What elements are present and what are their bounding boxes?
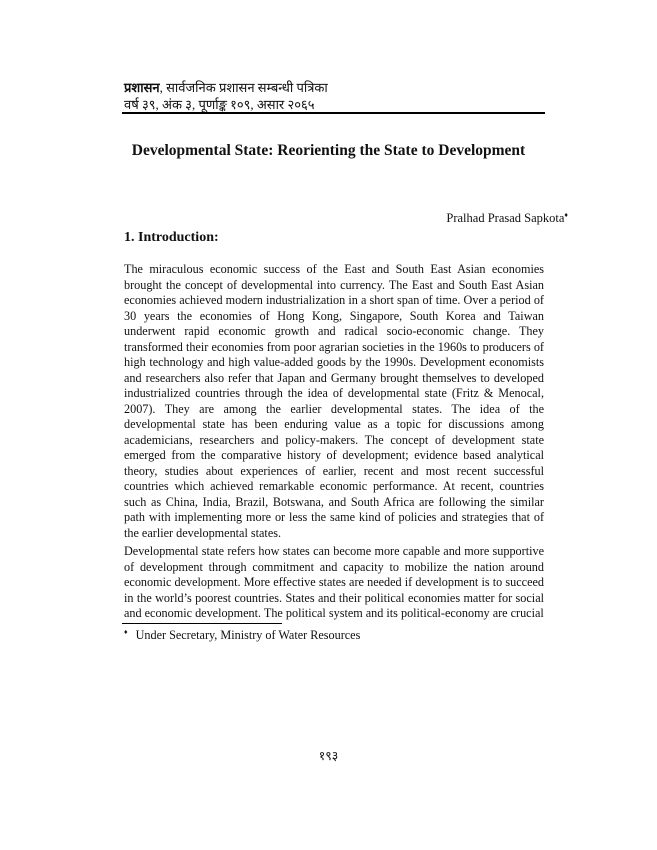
header-divider (122, 112, 545, 114)
footnote (124, 628, 360, 643)
journal-subtitle: , सार्वजनिक प्रशासन सम्बन्धी पत्रिका (159, 80, 328, 95)
section-heading: 1. Introduction: (124, 230, 219, 245)
footnote-mark: ♦ (124, 628, 128, 636)
journal-header (124, 79, 544, 113)
author-footnote-mark: ♦ (564, 211, 568, 219)
footnote-text: Under Secretary, Ministry of Water Resources (135, 628, 361, 643)
paragraph-1: The miraculous economic success of the East and South East Asian economies brought the concept of developmental into currency. The East and South East Asian economies achieved modern industrialization in a short span of time. Over a period of 30 years the economies of Hong Kong, Singapore, South Korea and Taiwan underwent rapid economic growth and radical socio-economic change. They transformed their economies from poor agrarian societies in the 1960s to producers of high technology and high value-added goods by the 1990s. Development economists and researchers also refer that Japan and Germany brought themselves to developed industrialized countries through the idea of developmental state (Fritz & Menocal, 2007). They are among the earlier developmental states. The idea of the developmental state has been enduring value as a topic for discussions among academicians, researchers and policy-makers. The concept of development state emerged from the comparative history of development; evidence based analytical theory, studies about experiences of earlier, recent and most recent successful countries which achieved remarkable economic performance. At recent, countries such as China, India, Brazil, Botswana, and South Africa are following the similar path with implementing more or less the same kind of policies and strategies that of the earlier developmental states. (124, 262, 544, 540)
journal-title-line (124, 79, 544, 96)
author-name: Pralhad Prasad Sapkota (446, 211, 565, 226)
article-title: Developmental State: Reorienting the State to Development (131, 142, 526, 159)
footnote-divider (122, 623, 282, 624)
page-number: १९३ (318, 749, 339, 763)
paragraph-2: Developmental state refers how states can become more capable and more supportive of development through commitment and capacity to mobilize the nation around economic development. More effective states are needed if development is to succeed in the world’s poorest countries. States and their political economies matter for social and economic development. The political system and its political-economy are crucial (124, 544, 544, 620)
journal-name: प्रशासन (124, 80, 160, 95)
author-line (446, 211, 568, 226)
issue-line: वर्ष ३९, अंक ३, पूर्णाङ्क १०९, असार २०६५ (124, 97, 315, 112)
